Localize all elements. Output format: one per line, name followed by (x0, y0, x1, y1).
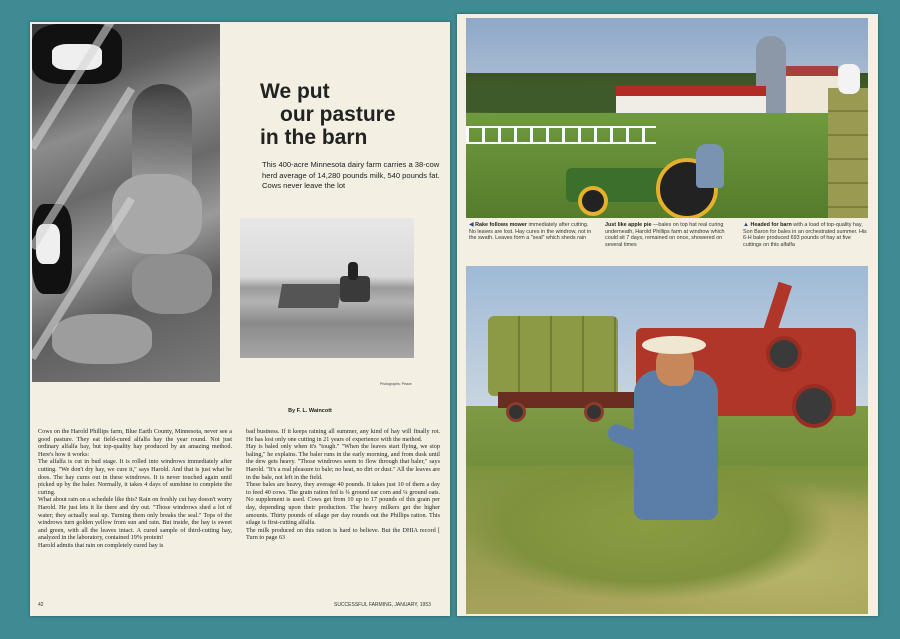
photo-credit: Photographs: Peace (380, 382, 412, 386)
caption-text: immediately after cutting. No leaves are lost. Hay cures in the windrow, not in the swath. Leaves form a "seal" which sheds rain (469, 222, 592, 242)
hay-wagon-shape (278, 284, 342, 308)
photo-caption (605, 222, 731, 248)
farmer-figure (838, 64, 860, 94)
caption-arrow-icon: ◀ (469, 222, 474, 228)
hay-bale-load-shape (488, 316, 618, 396)
tractor-wheel-shape (578, 186, 608, 216)
caption-title: Rake follows mower (475, 222, 527, 228)
caption-title: Just like apple pie (605, 222, 652, 228)
field-baling-photo (240, 218, 414, 358)
left-page (30, 22, 450, 616)
caption-text: —bales on top hat real curing underneath, Harold Phillips farm at windrow which could sit 7 days, remained on once, showered on several times (605, 222, 725, 248)
article-headline (258, 80, 438, 149)
bale-stack-shape (828, 88, 868, 218)
caption-text: with a load of top-quality hay, Son Baron for bales in an orchestrated summer. His 6-H baler produced 693 pounds of hay at five cuttings on this alfalfa (743, 222, 867, 248)
baler-wheel-shape (766, 336, 802, 372)
photo-captions (469, 222, 869, 264)
photo-caption (743, 222, 869, 248)
hay-shape (52, 314, 152, 364)
right-page (457, 14, 878, 616)
caption-title: Headed for barn (750, 222, 792, 228)
baler-wheel-shape (792, 384, 836, 428)
barn-hay-feeding-photo (32, 24, 220, 382)
hay-shape (132, 254, 212, 314)
farmer-hat-shape (642, 336, 706, 354)
caption-arrow-icon: ▲ (743, 222, 749, 228)
headline-line: our pasture (280, 103, 396, 126)
wagon-wheel-shape (584, 402, 604, 422)
byline: By F. L. Waincott (288, 408, 332, 414)
farmer-figure (348, 262, 358, 280)
headline-line: We put (260, 80, 330, 103)
headline-line: in the barn (260, 126, 368, 149)
farmer-with-hay-photo (466, 266, 868, 614)
magazine-footer: SUCCESSFUL FARMING, JANUARY, 1953 (334, 602, 431, 608)
farmer-figure (696, 144, 724, 188)
wagon-wheel-shape (506, 402, 526, 422)
photo-caption (469, 222, 595, 242)
article-column-2: bad business. If it keeps raining all summer, any kind of hay will finally rot. He has lost only one cutting in 21 years of experience with the method. Hay is baled only when it's "tough." "When the leaves start flying, we stop baling," he explains. The baler runs in the early morning, and from dusk until the dew gets heavy. "Those windrows seem to flow through that baler," says Harold. "It's a real pleasure to bale; no heat, no dirt or dust." All the leaves are in the bale, not left in the field. These bales are heavy, they average 40 pounds. It takes just 10 of them a day to feed 40 cows. The grain ration fed is ¾ ground ear corn and ¼ ground oats. No supplement is used. Cows get from 10 up to 17 pounds of this grain per day, depending upon their production. The heavy milkers get the higher amounts. Thirty pounds of silage per day rounds out the Phillips ration. This silage is first-cutting alfalfa. The milk produced on this ration is hard to believe. But the DHIA record [ Turn to page 63 (246, 428, 440, 542)
tractor-shape (340, 276, 370, 302)
fence-shape (466, 126, 656, 144)
farmstead-tractor-photo (466, 18, 868, 218)
article-column-1: Cows on the Harold Phillips farm, Blue Earth County, Minnesota, never see a good pasture. They eat field-cured alfalfa hay the year round. Not just ordinary alfalfa hay, but top-quality hay produced by an amazing method. Here's how it works: The alfalfa is cut in bud stage. It is rolled into windrows immediately after cutting. "We don't dry hay, we cure it," says Harold. And that is just what he does. The hay cures out in these windrows. It is never touched again until picked up by the baler. Normally, it takes 4 days of sunshine to complete the curing. What about rain on a schedule like this? Rain on freshly cut hay doesn't worry Harold. He just lets it lie there and dry out. "Those windrows shed a lot of water; they actually seal up. Turning them only breaks the seal." Tops of the windrows turn golden yellow from sun and rain. But inside, the hay is sweet and green, with all the leaves intact. A cured sample of third-cutting hay, analyzed in the laboratory, contained 19% protein! Harold admits that rain on completely cured hay is (38, 428, 232, 549)
page-number: 42 (38, 602, 44, 608)
article-dek: This 400-acre Minnesota dairy farm carries a 38-cow herd average of 14,280 pounds milk, 540 pounds fat. Cows never leave the lot (262, 160, 440, 190)
